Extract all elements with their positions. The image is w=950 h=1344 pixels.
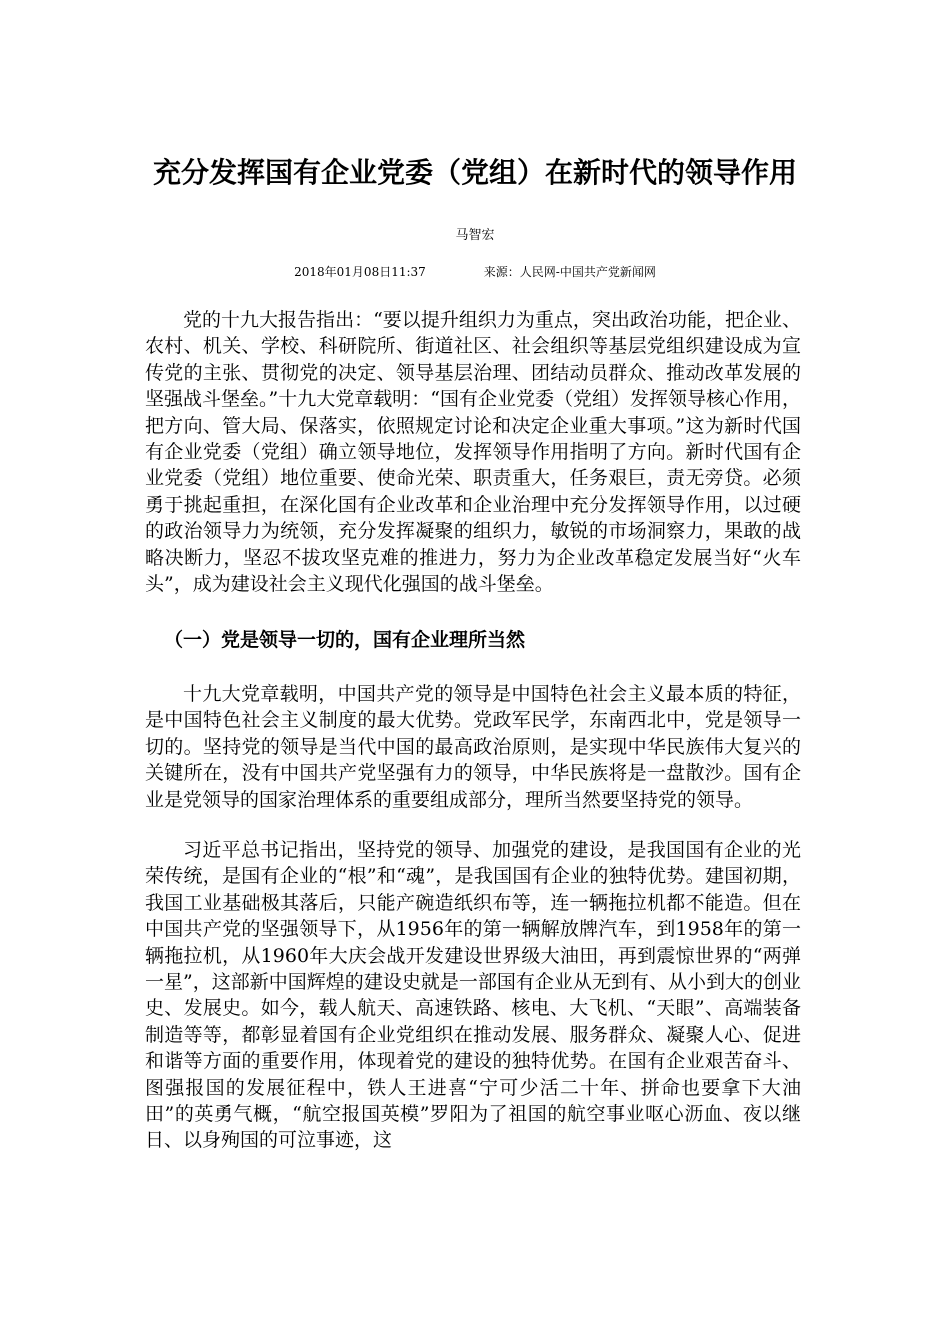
article-title: 充分发挥国有企业党委（党组）在新时代的领导作用 <box>152 156 797 189</box>
section-heading-1: （一）党是领导一切的，国有企业理所当然 <box>164 629 526 652</box>
article-author: 马智宏 <box>455 228 495 243</box>
body-paragraph-1: 党的十九大报告指出：“要以提升组织力为重点，突出政治功能，把企业、农村、机关、学校、科研院所、街道社区、社会组织等基层党组织建设成为宣传党的主张、贯彻党的决定、领导基层治理、团结动员群众、推动改革发展的坚强战斗堡垒。”十九大党章载明：“国有企业党委（党组）发挥领导核心作用，把方向、管大局、保落实，依照规定讨论和决定企业重大事项。”这为新时代国有企业党委（党组）确立领导地位，发挥领导作用指明了方向。新时代国有企业党委（党组）地位重要、使命光荣、职责重大，任务艰巨，责无旁贷。必须勇于挑起重担，在深化国有企业改革和企业治理中充分发挥领导作用，以过硬的政治领导力为统领，充分发挥凝聚的组织力，敏锐的市场洞察力，果敢的战略决断力，坚忍不拔攻坚克难的推进力，努力为企业改革稳定发展当好“火车头”，成为建设社会主义现代化强国的战斗堡垒。 <box>145 309 801 596</box>
body-paragraph-3: 习近平总书记指出，坚持党的领导、加强党的建设，是我国国有企业的光荣传统，是国有企业的“根”和“魂”，是我国国有企业的独特优势。建国初期，我国工业基础极其落后，只能产碗造纸织布等，连一辆拖拉机都不能造。但在中国共产党的坚强领导下，从1956年的第一辆解放牌汽车，到1958年的第一辆拖拉机，从1960年大庆会战开发建设世界级大油田，再到震惊世界的“两弹一星”，这部新中国辉煌的建设史就是一部国有企业从无到有、从小到大的创业史、发展史。如今，载人航天、高速铁路、核电、大飞机、“天眼”、高端装备制造等等，都彰显着国有企业党组织在推动发展、服务群众、凝聚人心、促进和谐等方面的重要作用，体现着党的建设的独特优势。在国有企业艰苦奋斗、图强报国的发展征程中，铁人王进喜“宁可少活二十年、拼命也要拿下大油田”的英勇气概，“航空报国英模”罗阳为了祖国的航空事业呕心沥血、夜以继日、以身殉国的可泣事迹，这 <box>145 838 801 1152</box>
article-body <box>145 307 801 1154</box>
body-paragraph-2: 十九大党章载明，中国共产党的领导是中国特色社会主义最本质的特征，是中国特色社会主义制度的最大优势。党政军民学，东南西北中，党是领导一切的。坚持党的领导是当代中国的最高政治原则，是实现中华民族伟大复兴的关键所在，没有中国共产党坚强有力的领导，中华民族将是一盘散沙。国有企业是党领导的国家治理体系的重要组成部分，理所当然要坚持党的领导。 <box>145 682 801 811</box>
article-datetime: 2018年01月08日11:37 <box>294 265 426 279</box>
article-meta <box>0 262 950 282</box>
article-source: 来源：人民网-中国共产党新闻网 <box>483 265 656 279</box>
